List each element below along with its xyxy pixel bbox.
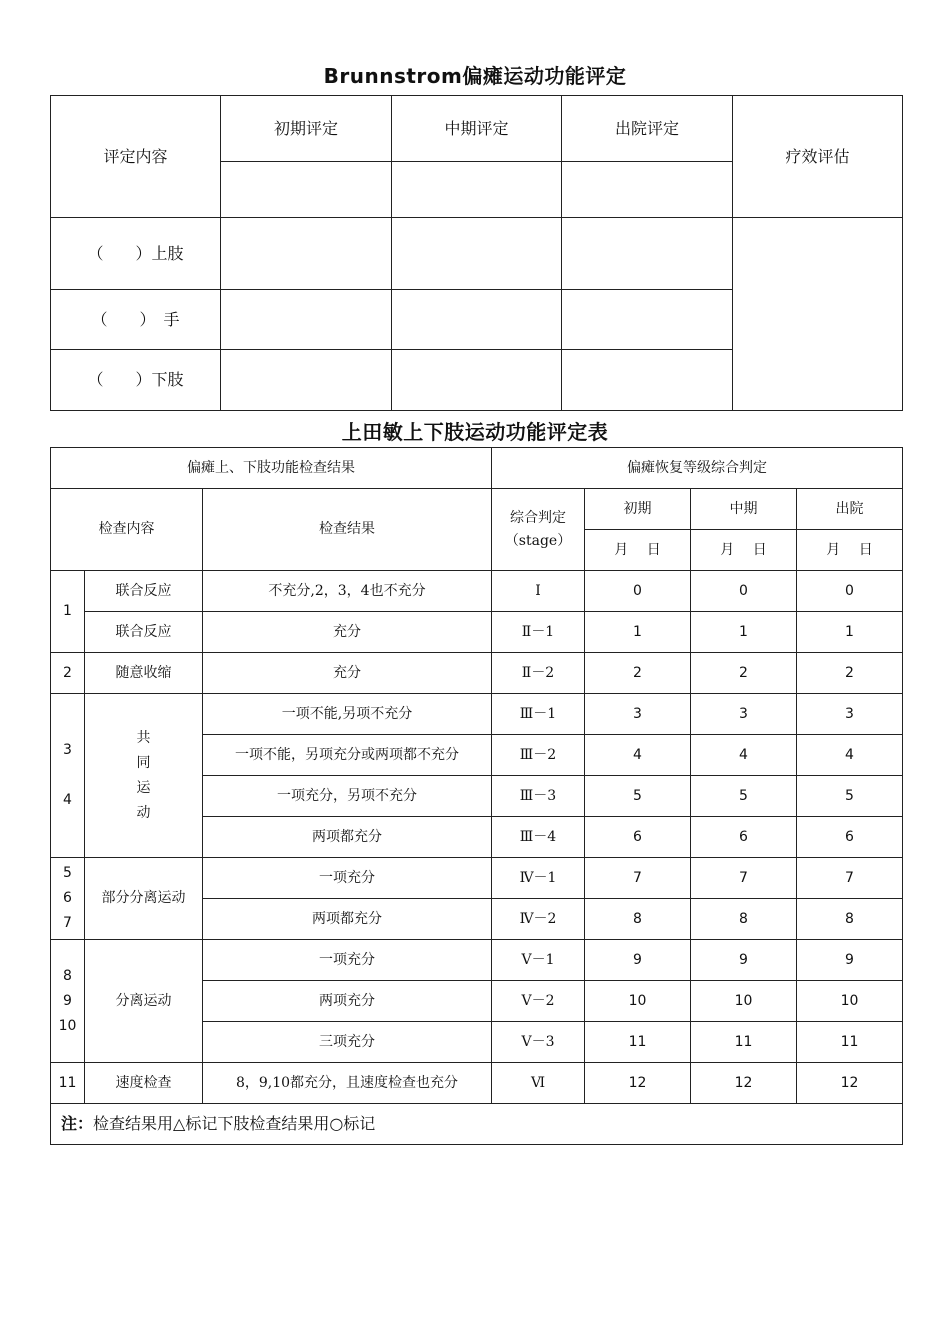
initial-score[interactable]: 10 [585,981,691,1022]
grade-group-header: 偏瘫恢复等级综合判定 [492,448,903,489]
discharge-score[interactable]: 12 [797,1063,903,1104]
check-result: 一项充分 [203,940,492,981]
group-num: 5 [63,865,72,881]
discharge-score[interactable]: 8 [797,899,903,940]
row-upper-limb-label: （ ）上肢 [51,218,221,290]
stage-line2: （stage） [504,532,572,549]
brunnstrom-table [50,95,903,411]
discharge-score[interactable]: 1 [797,612,903,653]
discharge-score[interactable]: 4 [797,735,903,776]
discharge-date[interactable]: 月 日 [797,530,903,571]
check-item: 随意收缩 [85,653,203,694]
mid-score[interactable]: 11 [691,1022,797,1063]
group-num: 3 [63,742,72,758]
mid-score[interactable]: 3 [691,694,797,735]
hand-discharge-cell[interactable] [562,290,733,350]
stage-value: Ⅲ－1 [492,694,585,735]
mid-score[interactable]: 5 [691,776,797,817]
initial-score[interactable]: 2 [585,653,691,694]
initial-score[interactable]: 11 [585,1022,691,1063]
mid-score[interactable]: 10 [691,981,797,1022]
stage-value: Ⅳ－2 [492,899,585,940]
hand-mid-cell[interactable] [392,290,562,350]
brunnstrom-title: Brunnstrom偏瘫运动功能评定 [323,64,627,88]
check-result: 充分 [203,612,492,653]
initial-score[interactable]: 1 [585,612,691,653]
mid-score[interactable]: 1 [691,612,797,653]
ueda-table [50,447,903,1145]
mid-score[interactable]: 8 [691,899,797,940]
group-num: 6 [63,890,72,906]
check-result: 一项充分 [203,858,492,899]
lower-limb-initial-cell[interactable] [221,350,392,411]
stage-value: Ⅴ－1 [492,940,585,981]
discharge-score[interactable]: 10 [797,981,903,1022]
note-row [51,1104,903,1145]
header-check-result: 检查结果 [203,489,492,571]
check-result: 8，9,10都充分，且速度检查也充分 [203,1063,492,1104]
check-item-synergy [85,694,203,858]
initial-score[interactable]: 12 [585,1063,691,1104]
mid-score[interactable]: 7 [691,858,797,899]
discharge-date-cell[interactable] [562,162,733,218]
synergy-char: 动 [136,804,151,821]
hand-initial-cell[interactable] [221,290,392,350]
initial-score[interactable]: 0 [585,571,691,612]
stage-value: Ⅱ－2 [492,653,585,694]
group-num: 9 [63,992,72,1009]
group-number [51,858,85,940]
mid-score[interactable]: 0 [691,571,797,612]
group-num: 8 [63,967,72,984]
group-number: 1 [51,571,85,653]
initial-date[interactable]: 月 日 [585,530,691,571]
header-initial: 初期评定 [221,96,392,162]
row-lower-limb-label: （ ）下肢 [51,350,221,411]
mid-score[interactable]: 6 [691,817,797,858]
check-result: 三项充分 [203,1022,492,1063]
group-num: 7 [63,915,72,931]
check-result: 两项充分 [203,981,492,1022]
row-hand-label: （ ） 手 [51,290,221,350]
stage-value: Ⅱ－1 [492,612,585,653]
discharge-score[interactable]: 9 [797,940,903,981]
check-item: 速度检查 [85,1063,203,1104]
stage-value: Ⅲ－4 [492,817,585,858]
header-initial: 初期 [585,489,691,530]
initial-score[interactable]: 7 [585,858,691,899]
stage-value: Ⅳ－1 [492,858,585,899]
header-mid: 中期 [691,489,797,530]
initial-score[interactable]: 4 [585,735,691,776]
check-item: 联合反应 [85,571,203,612]
initial-score[interactable]: 5 [585,776,691,817]
group-number [51,940,85,1063]
header-mid: 中期评定 [392,96,562,162]
note-label: 注： [61,1114,94,1134]
synergy-char: 运 [136,779,151,796]
check-item: 分离运动 [85,940,203,1063]
check-result: 不充分,2，3，4也不充分 [203,571,492,612]
group-num: 4 [63,792,72,808]
mid-score[interactable]: 2 [691,653,797,694]
synergy-char: 同 [136,754,151,771]
group-number: 2 [51,653,85,694]
check-result: 一项充分，另项不充分 [203,776,492,817]
discharge-score[interactable]: 3 [797,694,903,735]
check-item: 部分分离运动 [85,858,203,940]
discharge-score[interactable]: 5 [797,776,903,817]
check-result: 两项都充分 [203,817,492,858]
initial-score[interactable]: 9 [585,940,691,981]
note-text: 检查结果用△标记下肢检查结果用○标记 [93,1114,376,1134]
check-item: 联合反应 [85,612,203,653]
check-result: 两项都充分 [203,899,492,940]
stage-value: Ⅲ－3 [492,776,585,817]
group-number: 11 [51,1063,85,1104]
header-discharge: 出院 [797,489,903,530]
mid-date-cell[interactable] [392,162,562,218]
ueda-title: 上田敏上下肢运动功能评定表 [341,420,609,444]
discharge-score[interactable]: 0 [797,571,903,612]
group-num: 10 [58,1017,77,1034]
upper-limb-discharge-cell[interactable] [562,218,733,290]
synergy-char: 共 [136,729,151,746]
mid-score[interactable]: 9 [691,940,797,981]
header-stage [492,489,585,571]
mid-score[interactable]: 4 [691,735,797,776]
mid-date[interactable]: 月 日 [691,530,797,571]
stage-value: Ⅵ [492,1063,585,1104]
initial-score[interactable]: 8 [585,899,691,940]
stage-value: Ⅴ－2 [492,981,585,1022]
discharge-score[interactable]: 6 [797,817,903,858]
initial-score[interactable]: 6 [585,817,691,858]
stage-value: Ⅲ－2 [492,735,585,776]
results-group-header: 偏瘫上、下肢功能检查结果 [51,448,492,489]
initial-score[interactable]: 3 [585,694,691,735]
discharge-score[interactable]: 2 [797,653,903,694]
mid-score[interactable]: 12 [691,1063,797,1104]
stage-line1: 综合判定 [510,509,567,526]
discharge-score[interactable]: 7 [797,858,903,899]
header-efficacy: 疗效评估 [733,96,903,218]
discharge-score[interactable]: 11 [797,1022,903,1063]
header-discharge: 出院评定 [562,96,733,162]
check-result: 充分 [203,653,492,694]
lower-limb-discharge-cell[interactable] [562,350,733,411]
initial-date-cell[interactable] [221,162,392,218]
stage-value: Ⅴ－3 [492,1022,585,1063]
lower-limb-mid-cell[interactable] [392,350,562,411]
stage-value: Ⅰ [492,571,585,612]
upper-limb-mid-cell[interactable] [392,218,562,290]
upper-limb-initial-cell[interactable] [221,218,392,290]
header-content: 评定内容 [51,96,221,218]
header-check-content: 检查内容 [51,489,203,571]
group-number [51,694,85,858]
check-result: 一项不能，另项充分或两项都不充分 [203,735,492,776]
check-result: 一项不能,另项不充分 [203,694,492,735]
efficacy-cell[interactable] [733,218,903,411]
